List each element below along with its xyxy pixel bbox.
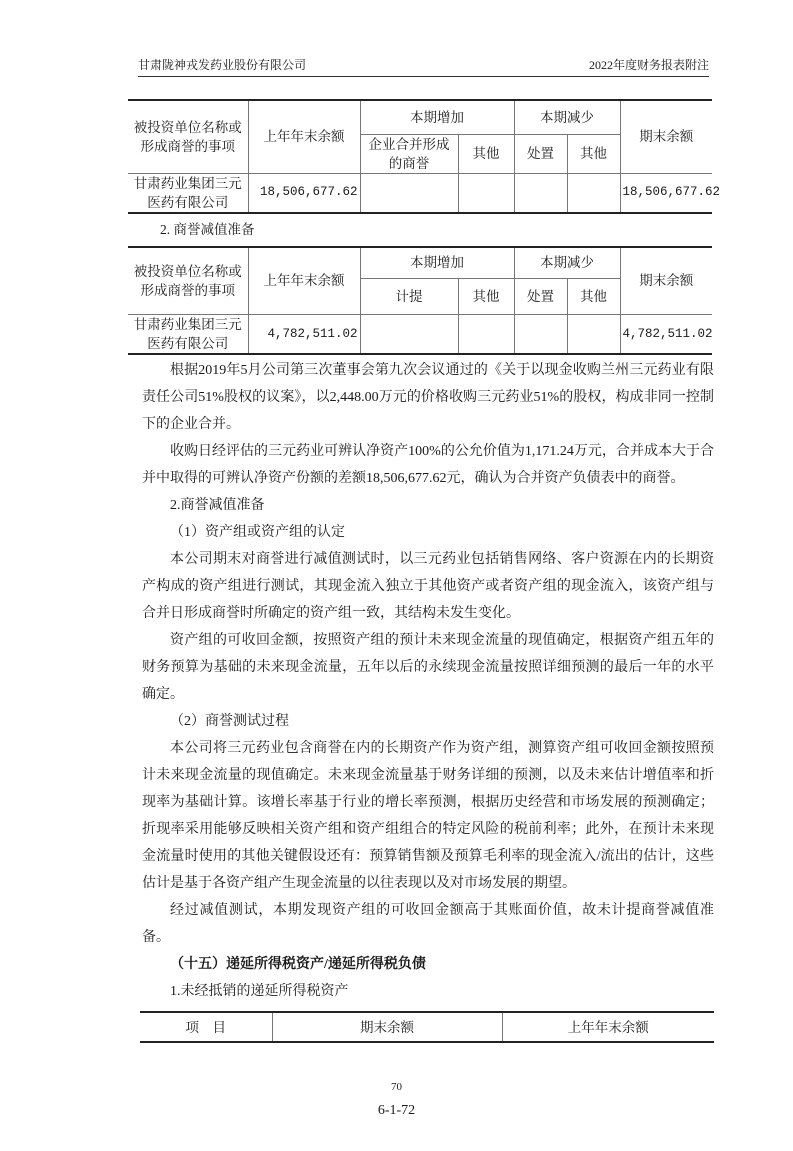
decrease-disposal — [514, 173, 567, 213]
subheading: （2）商誉测试过程 — [170, 714, 289, 729]
prev-balance: 18,506,677.62 — [248, 173, 360, 213]
header-increase: 本期增加 — [360, 247, 514, 279]
decrease-other — [567, 315, 620, 355]
header-prev-balance: 上年年末余额 — [502, 1012, 714, 1042]
header-merger-goodwill: 企业合并形成的商誉 — [360, 134, 458, 173]
increase-other — [458, 315, 514, 355]
paragraph: 本公司期末对商誉进行减值测试时，以三元药业包括销售网络、客户资源在内的长期资产构成的资产组进行测试，其现金流入独立于其他资产或者资产组的现金流入，该资产组与合并日形成商誉时所确定的资产组一致，其结构未发生变化。 — [142, 552, 714, 621]
paragraph: 收购日经评估的三元药业可辨认净资产100%的公允价值为1,171.24万元，合并成本大于合并中取得的可辨认净资产份额的差额18,506,677.62元，确认为合并资产负债表中的商誉。 — [142, 444, 714, 486]
deferred-tax-assets-table — [140, 1011, 714, 1043]
decrease-other — [567, 173, 620, 213]
subheading: （1）资产组或资产组的认定 — [170, 525, 345, 540]
paragraph: 本公司将三元药业包含商誉在内的长期资产作为资产组，测算资产组可收回金额按照预计未来现金流量的现值确定。未来现金流量基于财务详细的预测，以及未来估计增值率和折现率为基础计算。该增长率基于行业的增长率预测，根据历史经营和市场发展的预测确定；折现率采用能够反映相关资产组和资产组组合的特定风险的税前利率；此外，在预计未来现金流量时使用的其他关键假设还有：预算销售额及预算毛利率的现金流入/流出的估计，这些估计是基于各资产组产生现金流量的以往表现以及对市场发展的期望。 — [142, 741, 714, 891]
end-balance: 4,782,511.02 — [620, 315, 712, 355]
body-text — [142, 357, 714, 1005]
decrease-disposal — [514, 315, 567, 355]
increase-provision — [360, 315, 458, 355]
investee-name: 甘肃药业集团三元医药有限公司 — [128, 315, 248, 355]
header-increase: 本期增加 — [360, 100, 514, 134]
header-item: 项 目 — [140, 1012, 272, 1042]
section-heading: （十五）递延所得税资产/递延所得税负债 — [170, 957, 426, 972]
caption-goodwill-impairment: 2. 商誉减值准备 — [160, 221, 255, 237]
paragraph: 资产组的可收回金额，按照资产组的预计未来现金流量的现值确定，根据资产组五年的财务预算为基础的未来现金流量，五年以后的永续现金流量按照详细预测的最后一年的水平确定。 — [142, 633, 714, 702]
header-decrease-other: 其他 — [567, 134, 620, 173]
goodwill-original-value-table — [128, 99, 721, 214]
page-header — [138, 56, 709, 77]
header-increase-other: 其他 — [458, 134, 514, 173]
page-number: 70 — [391, 1081, 402, 1093]
header-prev-balance: 上年年末余额 — [248, 247, 360, 315]
header-company: 甘肃陇神戎发药业股份有限公司 — [138, 58, 307, 72]
header-increase-other: 其他 — [458, 279, 514, 315]
header-decrease: 本期减少 — [514, 247, 620, 279]
header-decrease-other: 其他 — [567, 279, 620, 315]
page-code: 6-1-72 — [377, 1103, 416, 1118]
subheading: 1.未经抵销的递延所得税资产 — [170, 984, 349, 999]
increase-other — [458, 173, 514, 213]
paragraph: 经过减值测试，本期发现资产组的可收回金额高于其账面价值，故未计提商誉减值准备。 — [142, 903, 714, 945]
header-report-title: 2022年度财务报表附注 — [588, 58, 709, 72]
table-row — [128, 315, 712, 355]
goodwill-impairment-table — [128, 246, 712, 356]
table-row — [128, 173, 712, 213]
header-investee: 被投资单位名称或形成商誉的事项 — [128, 247, 248, 315]
investee-name: 甘肃药业集团三元医药有限公司 — [128, 173, 248, 213]
header-investee: 被投资单位名称或形成商誉的事项 — [128, 100, 248, 173]
increase-merger — [360, 173, 458, 213]
prev-balance: 4,782,511.02 — [248, 315, 360, 355]
header-end-balance: 期末余额 — [620, 247, 712, 315]
header-disposal: 处置 — [514, 134, 567, 173]
subheading: 2.商誉减值准备 — [170, 498, 265, 513]
header-decrease: 本期减少 — [514, 100, 620, 134]
header-end-balance: 期末余额 — [272, 1012, 502, 1042]
header-end-balance: 期末余额 — [620, 100, 712, 173]
header-prev-balance: 上年年末余额 — [248, 100, 360, 173]
header-disposal: 处置 — [514, 279, 567, 315]
header-provision: 计提 — [360, 279, 458, 315]
end-balance: 18,506,677.62 — [620, 173, 712, 213]
paragraph: 根据2019年5月公司第三次董事会第九次会议通过的《关于以现金收购兰州三元药业有限责任公司51%股权的议案》，以2,448.00万元的价格收购三元药业51%的股权，构成非同一控制下的企业合并。 — [142, 363, 714, 432]
